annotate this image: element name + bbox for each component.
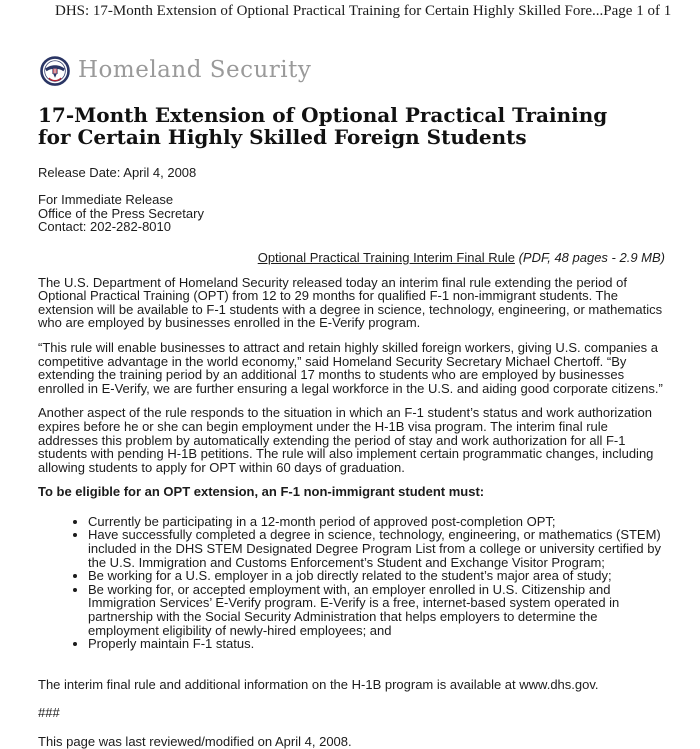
paragraph-chertoff-quote: “This rule will enable businesses to attract and retain highly skilled foreign workers, giving U.S. companies a competitive advantage in the world economy,” said Homeland Security Secretary Michael Chertoff. “By extending the training period by an additional 17 months to students who are employed by businesses enrolled in E-Verify, we are further ensuring a legal workforce in the U.S. and aiding good corporate citizens.” [38,339,663,396]
pdf-file-meta: (PDF, 48 pages - 2.9 MB) [514,249,665,265]
dhs-logo-text: Homeland Security [78,56,312,83]
release-info-block [38,193,665,234]
print-header [55,5,670,19]
print-header-title: DHS: 17-Month Extension of Optional Practical Training for Certain Highly Skilled Fore... [55,3,604,19]
paragraph-rule-summary: The U.S. Department of Homeland Security released today an interim final rule extending the period of Optional Practical Training (OPT) from 12 to 29 months for qualified F-1 non-immigrant students. The extension will be available to F-1 students with a degree in science, technology, engineering, or mathematics who are employed by businesses enrolled in the E-Verify program. [38,274,663,331]
list-item: • Currently be participating in a 12-month period of approved post-completion OPT; [88,515,665,529]
pdf-link-line [38,251,665,265]
list-item: • Be working for a U.S. employer in a job directly related to the student’s major area of study; [88,569,665,583]
list-item: • Be working for, or accepted employment with, an employer enrolled in U.S. Citizenship and Immigration Services’ E-Verify program. E-Verify is a free, internet-based system operated in partnership with the Social Security Administration that helps employers to determine the employment eligibility of newly-hired employees; and [88,583,665,637]
release-line-office: Office of the Press Secretary [38,205,204,221]
release-line-immediate: For Immediate Release [38,192,174,208]
list-item: • Have successfully completed a degree in science, technology, engineering, or mathematics (STEM) included in the DHS STEM Designated Degree Program List from a college or university certified by the U.S. Immigration and Customs Enforcement’s Student and Exchange Visitor Program; [88,528,665,569]
paragraph-h1b-gap: Another aspect of the rule responds to the situation in which an F-1 student’s status and work authorization expires before he or she can begin employment under the H-1B visa program. The interim final rule addresses this problem by automatically extending the period of stay and work authorization for all F-1 students with pending H-1B petitions. The rule will also implement certain programmatic changes, including allowing students to apply for OPT within 60 days of graduation. [38,405,654,475]
release-line-contact: Contact: 202-282-8010 [38,219,171,235]
eligibility-heading: To be eligible for an OPT extension, an F-1 non-immigrant student must: [38,484,485,500]
dhs-logo [40,55,700,87]
print-header-page-indicator: Page 1 of 1 [603,3,672,19]
footer-note: The interim final rule and additional information on the H-1B program is available at www.dhs.gov. [38,676,599,692]
press-release-body [38,104,665,749]
interim-final-rule-link[interactable]: Optional Practical Training Interim Final Rule [257,249,515,265]
release-date: Release Date: April 4, 2008 [38,164,197,180]
eligibility-list [38,515,665,651]
end-mark: ### [38,705,60,721]
page-title: 17-Month Extension of Optional Practical Training for Certain Highly Skilled Foreign Students [38,102,608,149]
dhs-seal-icon [40,55,70,87]
list-item: • Properly maintain F-1 status. [88,637,665,651]
last-modified-note: This page was last reviewed/modified on April 4, 2008. [38,734,352,749]
